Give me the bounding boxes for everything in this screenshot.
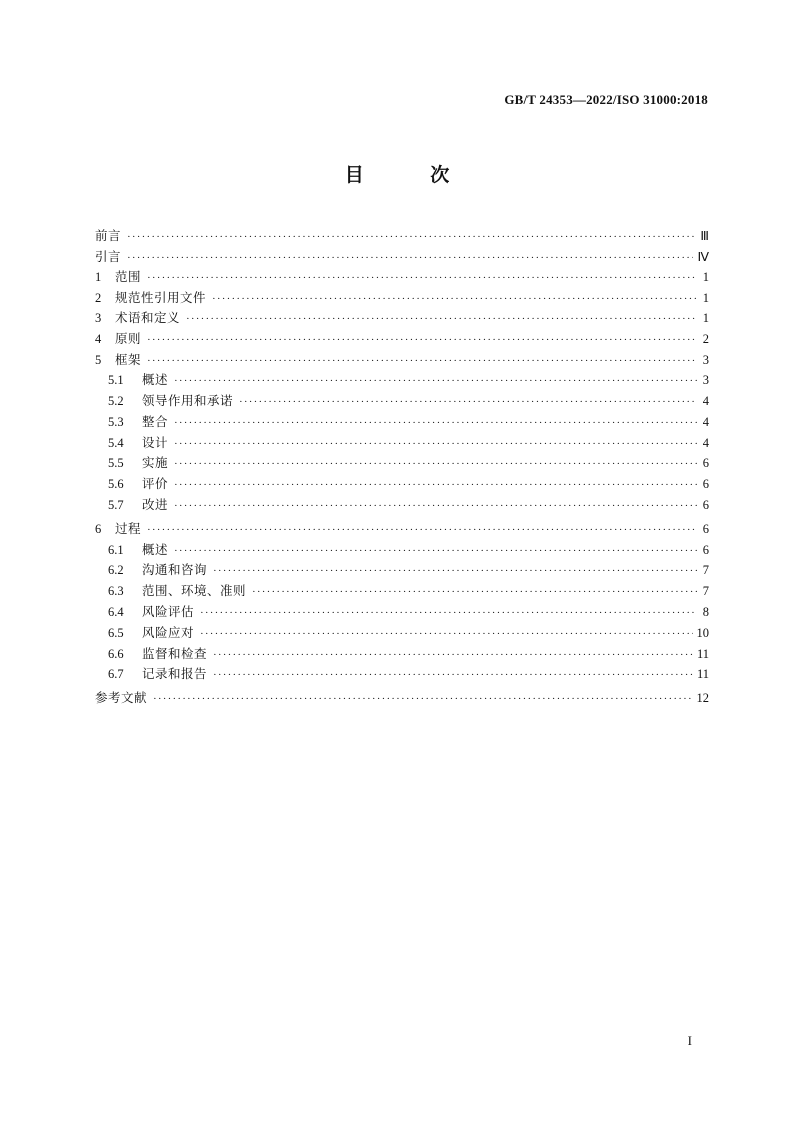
toc-entry-label: 过程 — [115, 520, 142, 536]
toc-entry[interactable] — [95, 644, 709, 665]
toc-entry-page: 7 — [702, 584, 709, 599]
toc-entry[interactable] — [95, 581, 709, 602]
toc-entry-label: 改进 — [142, 496, 169, 512]
toc-leader-dots — [212, 289, 697, 309]
toc-leader-dots — [147, 351, 697, 371]
toc-entry-page: Ⅲ — [700, 229, 709, 243]
toc-entry-number: 6.3 — [108, 584, 124, 599]
toc-entry-label: 评价 — [142, 476, 169, 492]
toc-entry[interactable] — [95, 267, 709, 288]
toc-entry-page: 10 — [696, 625, 709, 640]
toc-entry[interactable] — [95, 664, 709, 685]
toc-leader-dots — [174, 371, 697, 391]
toc-entry-page: 6 — [702, 521, 709, 536]
toc-entry-label: 概述 — [142, 541, 169, 557]
toc-entry-label: 领导作用和承诺 — [142, 392, 234, 408]
toc-entry-label: 参考文献 — [95, 690, 148, 706]
toc-entry-page: 1 — [702, 290, 709, 305]
toc-entry-number: 6.5 — [108, 625, 124, 640]
toc-entry[interactable] — [95, 540, 709, 561]
toc-entry-label: 风险应对 — [142, 624, 195, 640]
toc-entry-page: 12 — [696, 691, 709, 706]
toc-leader-dots — [200, 624, 692, 644]
toc-leader-dots — [127, 248, 693, 268]
toc-entry-label: 概述 — [142, 372, 169, 388]
toc-entry-label: 沟通和咨询 — [142, 562, 208, 578]
toc-entry[interactable] — [95, 519, 709, 540]
toc-entry[interactable] — [95, 495, 709, 516]
toc-entry-label: 规范性引用文件 — [115, 289, 207, 305]
toc-entry-number: 5.5 — [108, 456, 124, 471]
toc-entry-number: 6.2 — [108, 563, 124, 578]
toc-entry-label: 原则 — [115, 330, 142, 346]
toc-entry-number: 6.7 — [108, 667, 124, 682]
toc-entry[interactable] — [95, 560, 709, 581]
toc-entry-page: 3 — [702, 352, 709, 367]
toc-entry-number: 6.6 — [108, 646, 124, 661]
toc-entry[interactable] — [95, 453, 709, 474]
toc-leader-dots — [174, 475, 697, 495]
toc-leader-dots — [252, 582, 697, 602]
toc-entry-number: 5.4 — [108, 435, 124, 450]
toc-entry-number: 3 — [95, 311, 102, 326]
toc-entry-page: 11 — [696, 667, 709, 682]
page-number: I — [687, 1033, 692, 1048]
toc-entry[interactable] — [95, 412, 709, 433]
toc-entry-number: 5.2 — [108, 393, 124, 408]
toc-entry-label: 术语和定义 — [115, 310, 181, 326]
toc-entry[interactable] — [95, 288, 709, 309]
toc-entry-number: 5.1 — [108, 373, 124, 388]
toc-entry[interactable] — [95, 474, 709, 495]
toc-leader-dots — [147, 520, 697, 540]
toc-entry-page: 1 — [702, 270, 709, 285]
toc-leader-dots — [174, 413, 697, 433]
toc-entry-page: 8 — [702, 604, 709, 619]
toc-entry-label: 整合 — [142, 413, 169, 429]
toc-entry-label: 实施 — [142, 455, 169, 471]
toc-entry-page: 2 — [702, 331, 709, 346]
toc-entry-page: Ⅳ — [697, 249, 709, 264]
toc-entry-label: 范围 — [115, 269, 142, 285]
standard-code: GB/T 24353—2022/ISO 31000:2018 — [504, 92, 708, 107]
toc-entry-label: 风险评估 — [142, 603, 195, 619]
toc-leader-dots — [213, 645, 693, 665]
toc-entry-number: 1 — [95, 270, 102, 285]
toc-entry-page: 11 — [696, 646, 709, 661]
toc-entry[interactable] — [95, 623, 709, 644]
toc-leader-dots — [147, 330, 697, 350]
toc-entry[interactable] — [95, 370, 709, 391]
toc-entry-number: 5.3 — [108, 414, 124, 429]
toc-entry-page: 6 — [702, 497, 709, 512]
toc-entry[interactable] — [95, 433, 709, 454]
toc-leader-dots — [174, 434, 697, 454]
toc-entry[interactable] — [95, 226, 709, 247]
toc-entry-page: 7 — [702, 563, 709, 578]
toc-entry-label: 引言 — [95, 248, 122, 264]
toc-entry[interactable] — [95, 308, 709, 329]
toc-leader-dots — [147, 268, 697, 288]
toc-entry-page: 4 — [702, 393, 709, 408]
toc-entry[interactable] — [95, 247, 709, 268]
toc-entry[interactable] — [95, 602, 709, 623]
toc-entry-page: 4 — [702, 435, 709, 450]
toc-entry-label: 框架 — [115, 351, 142, 367]
toc-entry-label: 监督和检查 — [142, 645, 208, 661]
toc-entry-page: 4 — [702, 414, 709, 429]
toc-leader-dots — [186, 309, 697, 329]
toc-entry-number: 5.7 — [108, 497, 124, 512]
toc-entry[interactable] — [95, 350, 709, 371]
toc-entry-page: 6 — [702, 542, 709, 557]
toc-leader-dots — [127, 227, 696, 247]
toc-entry-number: 5.6 — [108, 477, 124, 492]
toc-entry-number: 6.4 — [108, 604, 124, 619]
toc-entry-number: 6 — [95, 521, 102, 536]
toc-entry[interactable] — [95, 391, 709, 412]
toc-entry[interactable] — [95, 688, 709, 709]
toc-leader-dots — [213, 561, 697, 581]
toc-entry[interactable] — [95, 329, 709, 350]
toc-leader-dots — [200, 603, 697, 623]
table-of-contents — [95, 226, 709, 709]
toc-entry-label: 设计 — [142, 434, 169, 450]
toc-leader-dots — [174, 541, 697, 561]
toc-entry-page: 1 — [702, 311, 709, 326]
toc-entry-number: 2 — [95, 290, 102, 305]
toc-leader-dots — [153, 689, 692, 709]
page-title: 目 次 — [344, 164, 480, 186]
toc-entry-label: 前言 — [95, 228, 122, 243]
toc-entry-page: 6 — [702, 456, 709, 471]
toc-entry-number: 5 — [95, 352, 102, 367]
toc-leader-dots — [174, 496, 697, 516]
toc-entry-number: 6.1 — [108, 542, 124, 557]
toc-leader-dots — [213, 665, 693, 685]
toc-entry-page: 3 — [702, 373, 709, 388]
toc-leader-dots — [174, 454, 697, 474]
toc-entry-page: 6 — [702, 477, 709, 492]
toc-entry-number: 4 — [95, 331, 102, 346]
toc-leader-dots — [239, 392, 697, 412]
toc-entry-label: 记录和报告 — [142, 666, 208, 682]
toc-entry-label: 范围、环境、准则 — [142, 583, 247, 599]
